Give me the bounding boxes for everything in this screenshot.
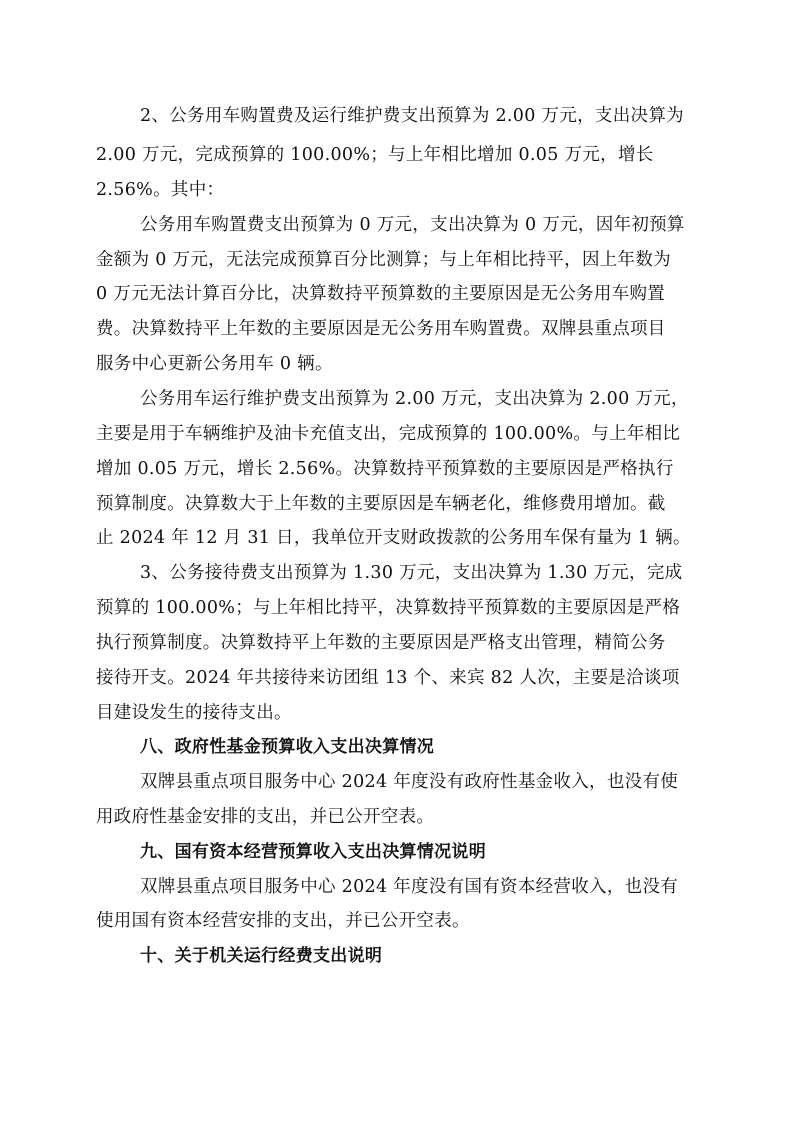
paragraph-line: 增加 0.05 万元，增长 2.56%。决算数持平预算数的主要原因是严格执行 (96, 459, 674, 479)
paragraph-line: 2.56%。其中： (96, 180, 225, 200)
paragraph-line: 公务用车运行维护费支出预算为 2.00 万元，支出决算为 2.00 万元， (140, 389, 689, 409)
paragraph-line: 止 2024 年 12 月 31 日，我单位开支财政拨款的公务用车保有量为 1 辆。 (96, 528, 691, 548)
paragraph-line: 0 万元无法计算百分比，决算数持平预算数的主要原因是无公务用车购置 (96, 284, 666, 304)
section-heading: 八、政府性基金预算收入支出决算情况 (140, 737, 435, 757)
paragraph-line: 公务用车购置费支出预算为 0 万元，支出决算为 0 万元，因年初预算 (140, 215, 685, 235)
paragraph-line: 服务中心更新公务用车 0 辆。 (96, 354, 333, 374)
paragraph-line: 金额为 0 万元，无法完成预算百分比测算；与上年相比持平，因上年数为 (96, 250, 671, 270)
paragraph-line: 预算制度。决算数大于上年数的主要原因是车辆老化，维修费用增加。截 (96, 494, 666, 514)
paragraph-line: 双牌县重点项目服务中心 2024 年度没有政府性基金收入，也没有使 (140, 772, 679, 792)
section-heading: 九、国有资本经营预算收入支出决算情况说明 (140, 842, 486, 862)
paragraph-line: 目建设发生的接待支出。 (96, 703, 292, 723)
section-heading: 十、关于机关运行经费支出说明 (140, 946, 383, 966)
paragraph-line: 预算的 100.00%；与上年相比持平，决算数持平预算数的主要原因是严格 (96, 598, 681, 618)
paragraph-line: 执行预算制度。决算数持平上年数的主要原因是严格支出管理，精简公务 (96, 633, 666, 653)
paragraph-line: 2.00 万元，完成预算的 100.00%；与上年相比增加 0.05 万元，增长 (96, 145, 654, 165)
paragraph-line: 3、公务接待费支出预算为 1.30 万元，支出决算为 1.30 万元，完成 (140, 563, 683, 583)
paragraph-line: 用政府性基金安排的支出，并已公开空表。 (96, 807, 435, 827)
paragraph-line: 双牌县重点项目服务中心 2024 年度没有国有资本经营收入，也没有 (140, 877, 679, 897)
paragraph-line: 接待开支。2024 年共接待来访团组 13 个、来宾 82 人次，主要是洽谈项 (96, 668, 680, 688)
paragraph-line: 使用国有资本经营安排的支出，并已公开空表。 (96, 911, 470, 931)
paragraph-line: 费。决算数持平上年数的主要原因是无公务用车购置费。双牌县重点项目 (96, 319, 666, 339)
paragraph-line: 主要是用于车辆维护及油卡充值支出，完成预算的 100.00%。与上年相比 (96, 424, 681, 444)
paragraph-line: 2、公务用车购置费及运行维护费支出预算为 2.00 万元，支出决算为 (140, 106, 684, 126)
